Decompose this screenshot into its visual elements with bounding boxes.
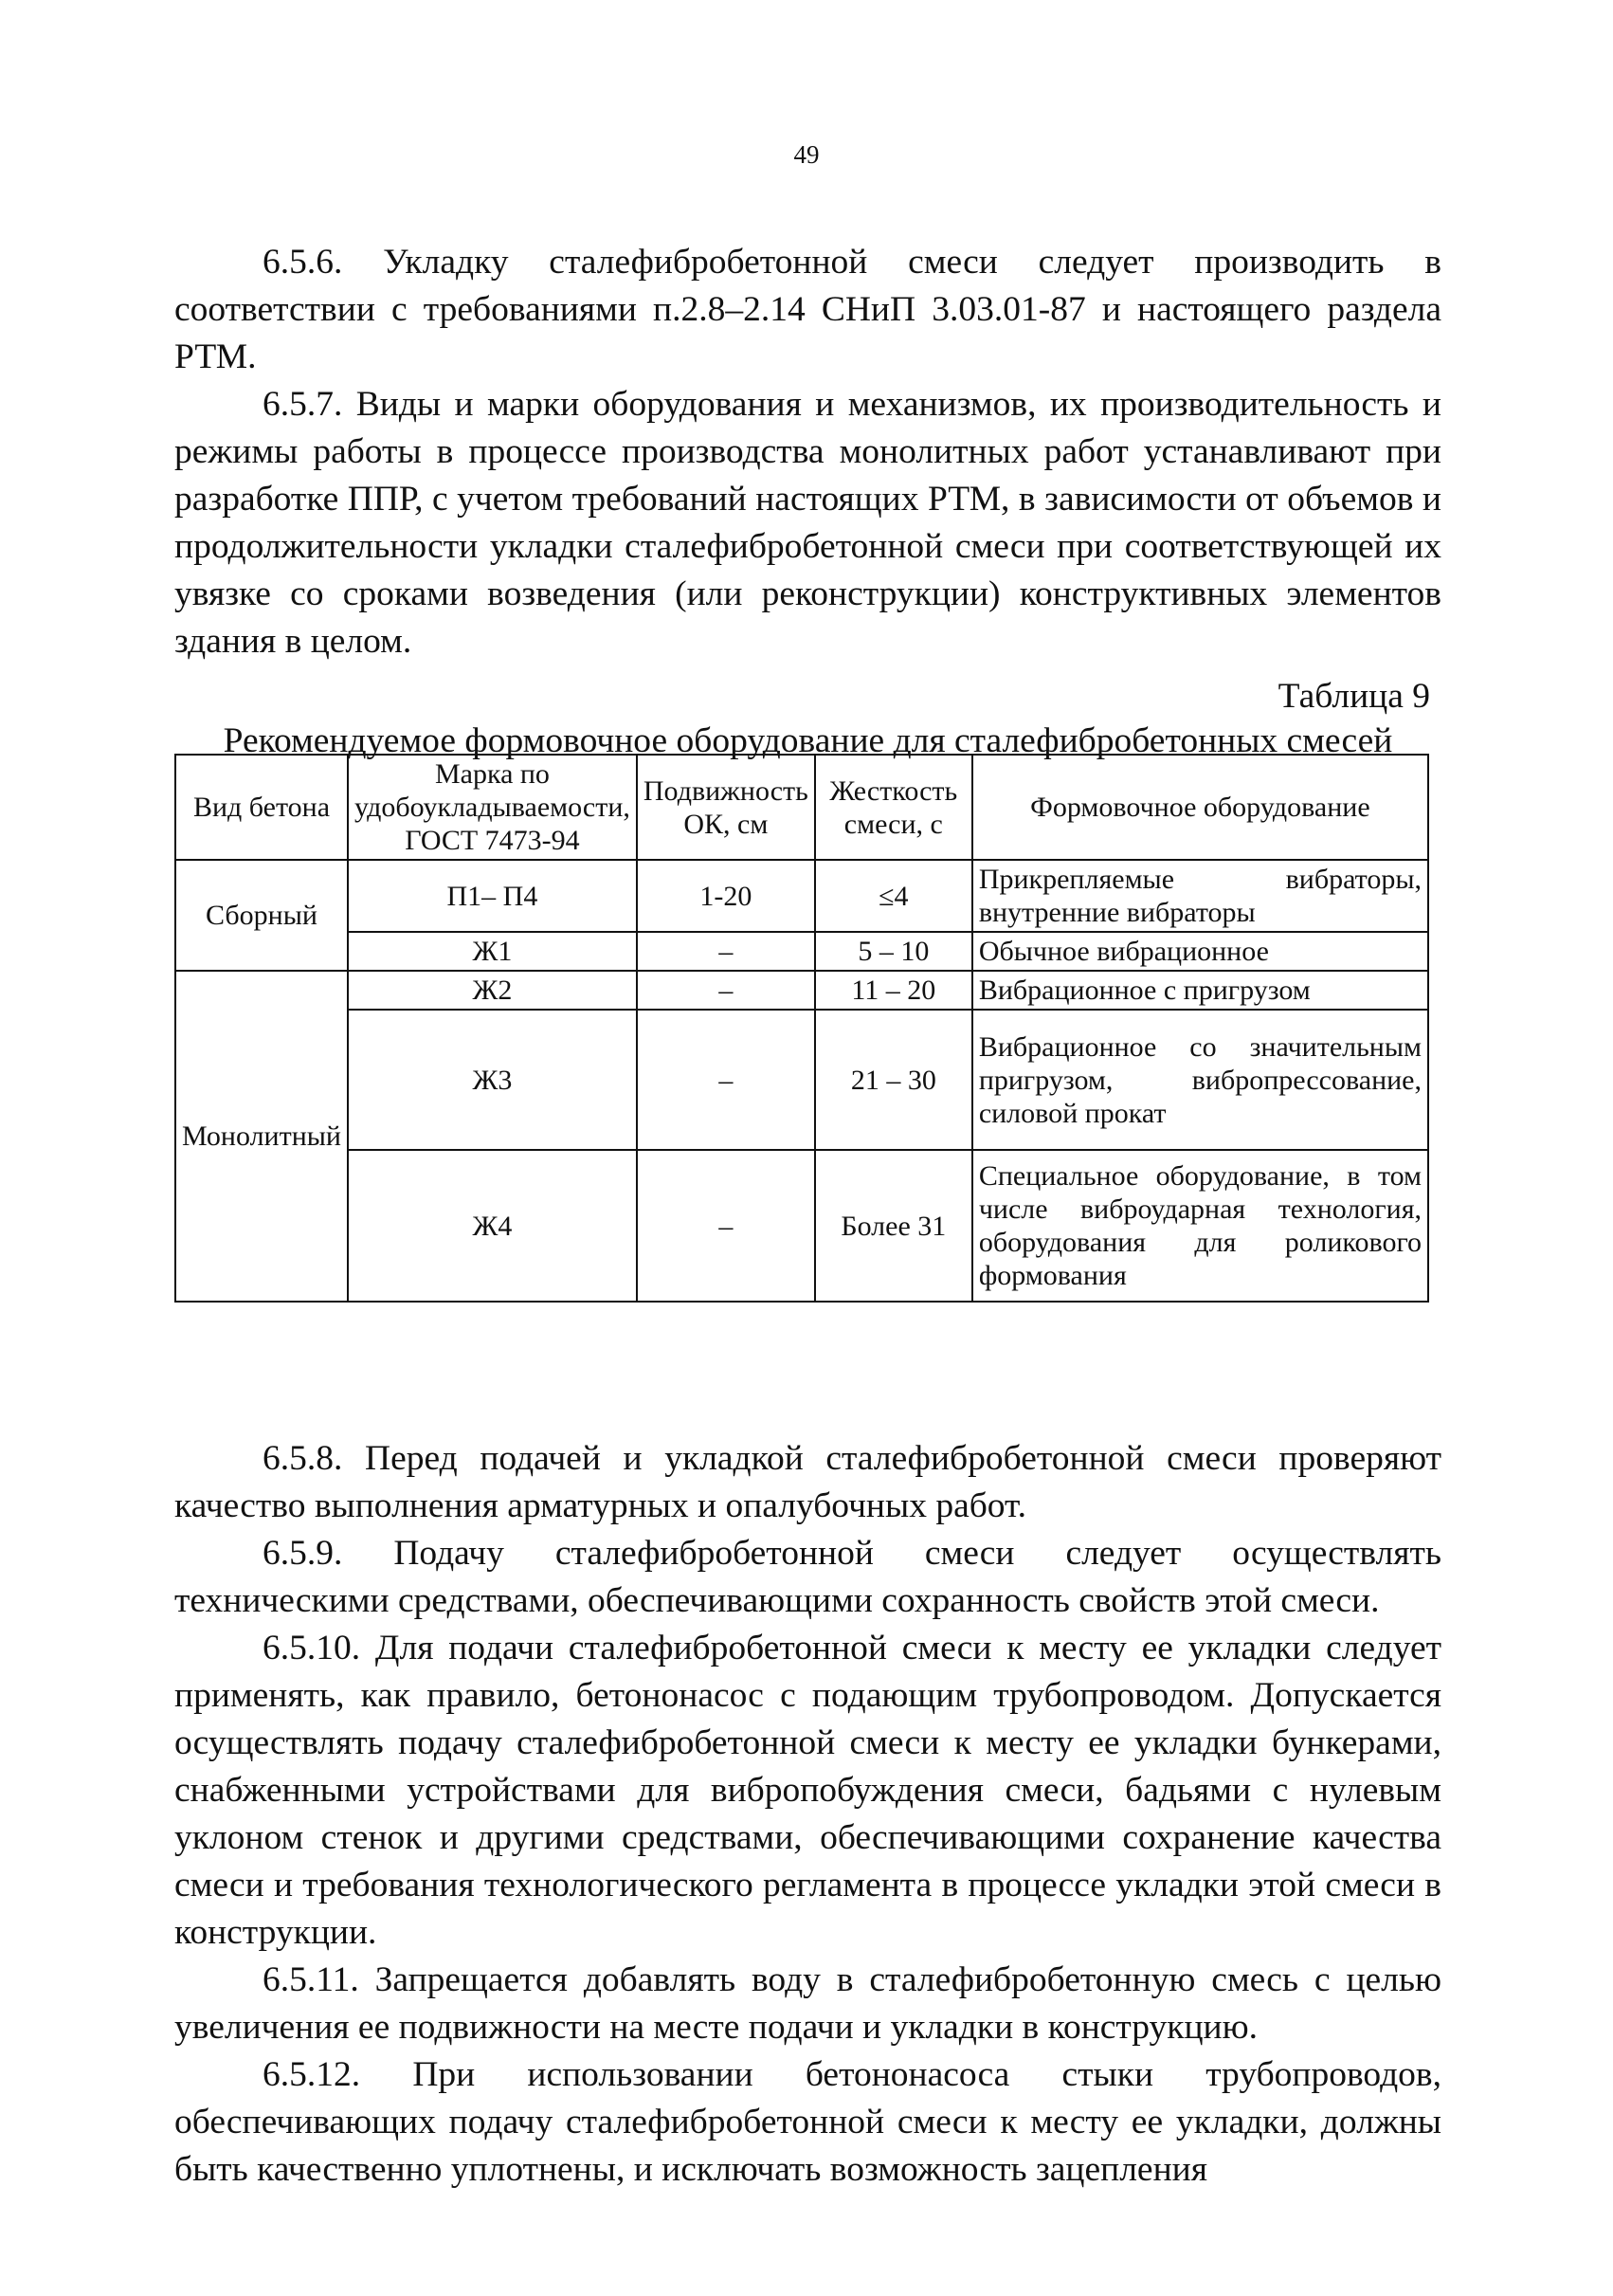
section-text-bottom bbox=[174, 1435, 1441, 2194]
cell-stiffness: 11 – 20 bbox=[815, 971, 972, 1010]
cell-stiffness: 21 – 30 bbox=[815, 1010, 972, 1150]
header-stiffness: Жесткость смеси, с bbox=[815, 755, 972, 860]
header-mark: Марка по удобоукладываемости, ГОСТ 7473-94 bbox=[348, 755, 637, 860]
cell-slump: – bbox=[637, 1150, 815, 1302]
cell-equipment: Вибрационное с пригрузом bbox=[972, 971, 1428, 1010]
paragraph-6-5-12: 6.5.12. При использовании бетононасоса стыки трубопроводов, обеспечивающих подачу сталефибробетонной смеси к месту ее укладки, должны быть качественно уплотнены, и исключать возможность зацепления bbox=[174, 2055, 1441, 2189]
cell-equipment: Прикрепляемые вибраторы, внутренние вибраторы bbox=[972, 860, 1428, 932]
cell-mark: Ж4 bbox=[348, 1150, 637, 1302]
group-label-monolithic: Монолитный bbox=[175, 971, 348, 1302]
paragraph-6-5-6: 6.5.6. Укладку сталефибробетонной смеси следует производить в соответствии с требованиями п.2.8–2.14 СНиП 3.03.01-87 и настоящего раздела РТМ. bbox=[174, 243, 1441, 376]
table-number: Таблица 9 bbox=[1278, 677, 1430, 716]
cell-stiffness: ≤4 bbox=[815, 860, 972, 932]
group-label-precast: Сборный bbox=[175, 860, 348, 971]
table-row bbox=[175, 932, 1428, 971]
cell-stiffness: 5 – 10 bbox=[815, 932, 972, 971]
table-header-row bbox=[175, 755, 1428, 860]
header-slump: Подвижность ОК, см bbox=[637, 755, 815, 860]
cell-mark: П1– П4 bbox=[348, 860, 637, 932]
paragraph-6-5-9: 6.5.9. Подачу сталефибробетонной смеси следует осуществлять техническими средствами, обеспечивающими сохранность свойств этой смеси. bbox=[174, 1534, 1441, 1620]
cell-mark: Ж1 bbox=[348, 932, 637, 971]
cell-slump: 1-20 bbox=[637, 860, 815, 932]
paragraph-6-5-10: 6.5.10. Для подачи сталефибробетонной смеси к месту ее укладки следует применять, как правило, бетононасос с подающим трубопроводом. Допускается осуществлять подачу сталефибробетонной смеси к месту ее укладки бункерами, снабженными устройствами для вибропобуждения смеси, бадьями с нулевым уклоном стенок и другими средствами, обеспечивающими сохранение качества смеси и требования технологического регламента в процессе укладки этой смеси в конструкции. bbox=[174, 1629, 1441, 1952]
paragraph-6-5-7: 6.5.7. Виды и марки оборудования и механизмов, их производительность и режимы работы в процессе производства монолитных работ устанавливают при разработке ППР, с учетом требований настоящих РТМ, в зависимости от объемов и продолжительности укладки сталефибробетонной смеси при соответствующей их увязке со сроками возведения (или реконструкции) конструктивных элементов здания в целом. bbox=[174, 385, 1441, 661]
cell-mark: Ж3 bbox=[348, 1010, 637, 1150]
cell-stiffness: Более 31 bbox=[815, 1150, 972, 1302]
cell-equipment: Вибрационное со значительным пригрузом, вибропрессование, силовой прокат bbox=[972, 1010, 1428, 1150]
table-row bbox=[175, 1010, 1428, 1150]
table-row bbox=[175, 1150, 1428, 1302]
table-row bbox=[175, 860, 1428, 932]
equipment-table bbox=[174, 754, 1429, 1303]
cell-mark: Ж2 bbox=[348, 971, 637, 1010]
paragraph-6-5-8: 6.5.8. Перед подачей и укладкой сталефибробетонной смеси проверяют качество выполнения арматурных и опалубочных работ. bbox=[174, 1439, 1441, 1525]
section-text-top bbox=[174, 239, 1441, 665]
cell-equipment: Специальное оборудование, в том числе виброударная технология, оборудования для роликового формования bbox=[972, 1150, 1428, 1302]
cell-slump: – bbox=[637, 932, 815, 971]
header-equipment: Формовочное оборудование bbox=[972, 755, 1428, 860]
page-number: 49 bbox=[793, 140, 820, 169]
paragraph-6-5-11: 6.5.11. Запрещается добавлять воду в сталефибробетонную смесь с целью увеличения ее подвижности на месте подачи и укладки в конструкцию. bbox=[174, 1960, 1441, 2047]
cell-slump: – bbox=[637, 1010, 815, 1150]
cell-slump: – bbox=[637, 971, 815, 1010]
table-row bbox=[175, 971, 1428, 1010]
header-concrete-type: Вид бетона bbox=[175, 755, 348, 860]
table-title: Рекомендуемое формовочное оборудование для сталефибробетонных смесей bbox=[223, 721, 1393, 760]
cell-equipment: Обычное вибрационное bbox=[972, 932, 1428, 971]
